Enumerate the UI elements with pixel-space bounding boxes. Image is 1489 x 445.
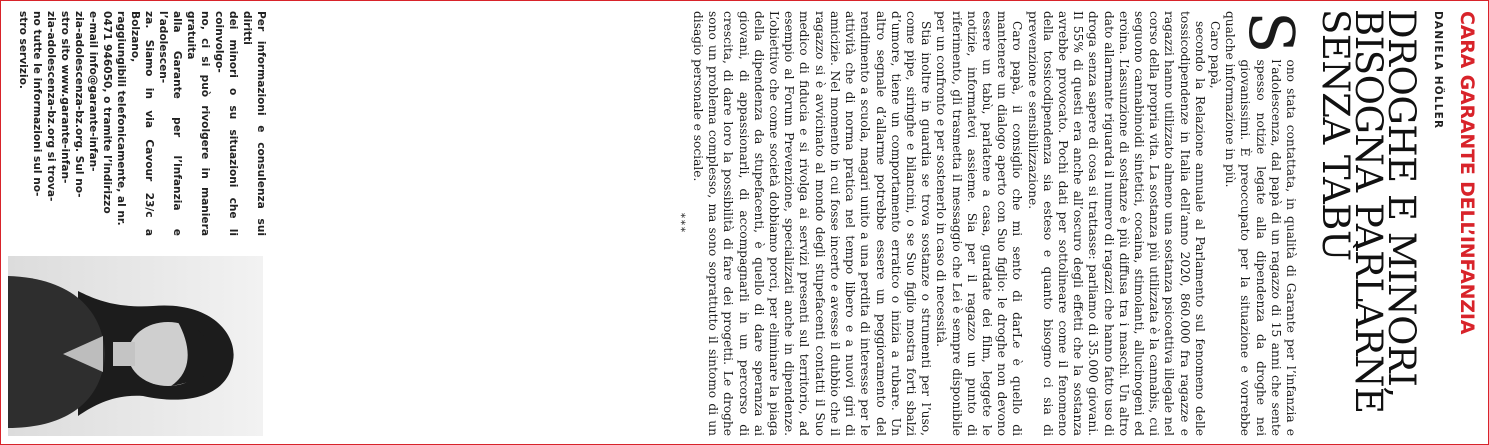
drop-cap: S [1235,11,1308,54]
author-byline: DANIELA HÖLLER [1432,11,1444,130]
intro-paragraph [1222,11,1308,436]
article-body [673,11,1308,436]
headline-line-2: BISOGNA PARLARNE [1347,9,1390,414]
headline-line-1: DROGHE E MINORI, [1380,9,1423,398]
info-line: alla Garante per l’infanzia e l’adolescen- [157,11,183,236]
headline-line-3: SENZA TABÙ [1314,9,1357,261]
intro-text: ono stata contattata, in qualità di Garante per l’infanzia e l’adolescenza, dal papà di un ragazzo di 15 anni che sente spesso notizie legate alla dipendenza da droghe nei giovanissimi. È preoccupato per la situazione e vorrebbe qualche informazione in più. [1223,11,1298,436]
salutation: Caro papà, [1207,21,1222,89]
info-line: zia-adolescenza-bz.org. Sul no- [73,11,85,198]
info-line: stro sito www.garante-infan- [59,11,71,184]
body-paragraph-3: Stia inoltre in guardia se trova sostanze o strumenti per l’uso, come pipe, siringhe e bilancini, o se Suo figlio mostra forti sbalzi d’umore, tiene un comportamento erratico o inizia a rubare. Un altro segnale d’allarme potrebbe essere un peggioramento del rendimento a scuola, magari unito a una perdita di interesse per le attività che di norma pratica nel tempo libero e a nuovi giri di amicizie. Nel momento in cui fosse incerto e avesse il dubbio che il ragazzo si è avvicinato al mondo degli stupefacenti contatti il Suo medico di fiducia e si rivolga ai servizi presenti sul territorio, ad esempio al Forum Prevenzione, specializzati anche in dipendenze. L’obiettivo che come società dobbiamo porci, per eliminare la piaga della dipendenza da stupefacenti, è quello di dare speranza ai giovani, di appassionarli, di accompagnarli in un percorso di crescita, di dare loro la possibilità di fare dei progetti. Le droghe sono un problema complesso, ma sono soprattutto il sintomo di un disagio personale e sociale. [691,11,934,436]
section-divider: *** [674,213,686,234]
info-line: Per informazioni e consulenza sui diritti [241,11,267,236]
article-column [1,1,1488,444]
info-line: no, ci si può rivolgere in maniera gratuita [185,11,211,236]
info-line: stro servizio. [17,11,29,89]
body-paragraph-1: secondo la Relazione annuale al Parlamento sul fenomeno delle tossicodipendenze in Italia dell’anno 2020, 860.000 fra ragazze e ragazzi hanno utilizzato almeno una sostanza psicoattiva illegale nel corso della propria vita. La sostanza più utilizzata è la cannabis, cui seguono cannabinoidi sintetici, cocaina, stimolanti, allucinogeni ed eroina. L’assunzione di sostanze è più diffusa tra i maschi. Un altro dato allarmante riguarda il numero di ragazzi che hanno fatto uso di droga senza sapere di cosa si trattasse: parliamo di 35.000 giovani. Il 55% di questi era anche all’oscuro degli effetti che la sostanza avrebbe provocato. Pochi dati per sottolineare come il fenomeno della tossicodipendenza sia esteso e quanto bisogno ci sia di prevenzione e sensibilizzazione. [1025,11,1207,436]
contact-info-box [16,11,268,236]
info-line: zia-adolescenza-bz.org si trova- [45,11,57,202]
author-portrait-icon [8,256,263,436]
info-line: e-mail info@garante-infan- [87,11,99,172]
body-paragraph-2: Caro papà, il consiglio che mi sento di darLe è quello di mantenere un dialogo aperto con Suo figlio: le droghe non devono essere un tabù, parlatene a casa, guardate dei film, leggete le notizie, informatevi assieme. Sia per il ragazzo un punto di riferimento, gli trasmetta il messaggio che Lei è sempre disponibile per un confronto e per sostenerlo in caso di necessità. [934,11,1025,436]
info-line: raggiungibili telefonicamente, al nr. [115,11,127,226]
headline [1314,9,1423,439]
info-line: no tutte le informazioni sul no- [31,11,43,197]
info-line: 0471 946050, o tramite l’indirizzo [101,11,113,214]
info-line: za. Siamo in via Cavour 23/c a Bolzano, [129,11,155,236]
info-line: dei minori o su situazioni che li coinvolgo- [213,11,239,236]
section-kicker: CARA GARANTE DELL’INFANZIA [1456,11,1478,335]
